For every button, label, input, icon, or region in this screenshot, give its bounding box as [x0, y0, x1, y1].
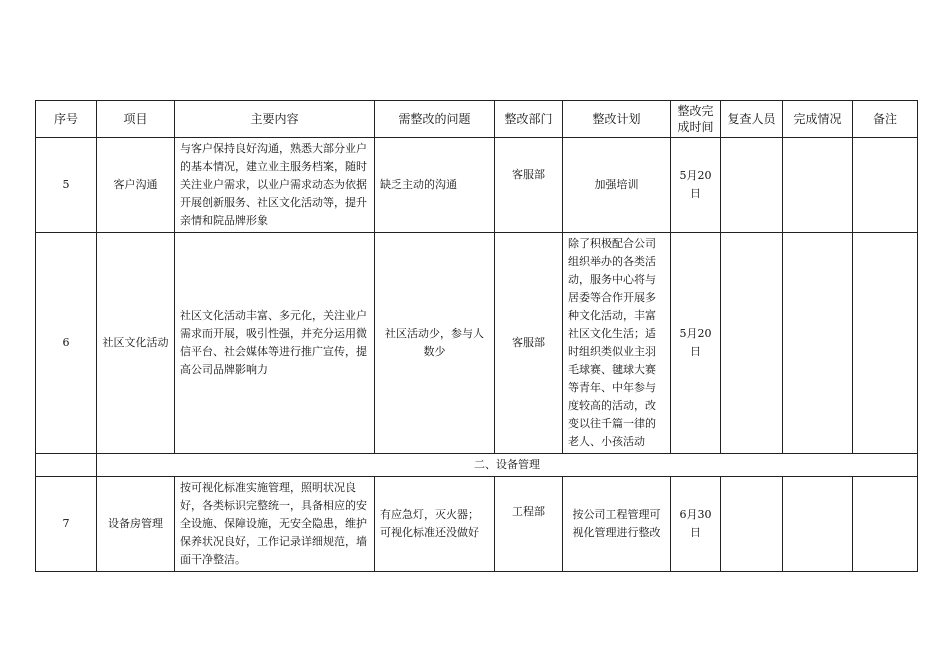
- cell-content: 按可视化标准实施管理，照明状况良好，各类标识完整统一，具备相应的安全设施、保障设施，无安全隐患，维护保养状况良好，工作记录详细规范，墙面干净整洁。: [175, 477, 375, 572]
- header-content: 主要内容: [175, 101, 375, 138]
- header-remark: 备注: [853, 101, 918, 138]
- cell-item: 设备房管理: [97, 477, 175, 572]
- table-row: [36, 477, 918, 572]
- cell-reviewer: [721, 233, 783, 454]
- cell-item: 客户沟通: [97, 138, 175, 233]
- cell-reviewer: [721, 138, 783, 233]
- header-issue: 需整改的问题: [375, 101, 495, 138]
- cell-remark: [853, 233, 918, 454]
- cell-deadline: 5月20日: [671, 233, 721, 454]
- cell-remark: [853, 138, 918, 233]
- header-seq: 序号: [36, 101, 97, 138]
- section-title: 二、设备管理: [97, 454, 918, 477]
- header-plan: 整改计划: [563, 101, 671, 138]
- cell-issue: 社区活动少，参与人数少: [375, 233, 495, 454]
- cell-plan: 按公司工程管理可视化管理进行整改: [563, 477, 671, 572]
- cell-reviewer: [721, 477, 783, 572]
- cell-item: 社区文化活动: [97, 233, 175, 454]
- table-row: [36, 138, 918, 233]
- cell-plan: 除了积极配合公司组织举办的各类活动，服务中心将与居委等合作开展多种文化活动，丰富社区文化生活；适时组织类似业主羽毛球赛、毽球大赛等青年、中年参与度较高的活动，改变以往千篇一律的老人、小孩活动: [563, 233, 671, 454]
- section-seq-cell: [36, 454, 97, 477]
- header-reviewer: 复查人员: [721, 101, 783, 138]
- cell-dept: 工程部: [495, 477, 563, 572]
- cell-seq: 5: [36, 138, 97, 233]
- cell-status: [783, 477, 853, 572]
- cell-content: 社区文化活动丰富、多元化，关注业户需求而开展，吸引性强，并充分运用微信平台、社会媒体等进行推广宣传，提高公司品牌影响力: [175, 233, 375, 454]
- header-deadline: 整改完成时间: [671, 101, 721, 138]
- header-row: [36, 101, 918, 138]
- header-status: 完成情况: [783, 101, 853, 138]
- cell-status: [783, 138, 853, 233]
- cell-plan: 加强培训: [563, 138, 671, 233]
- cell-seq: 6: [36, 233, 97, 454]
- cell-dept: 客服部: [495, 233, 563, 454]
- cell-deadline: 6月30日: [671, 477, 721, 572]
- cell-issue: 有应急灯，灭火器；可视化标准还没做好: [375, 477, 495, 572]
- cell-content: 与客户保持良好沟通，熟悉大部分业户的基本情况，建立业主服务档案，随时关注业户需求，以业户需求动态为依据开展创新服务、社区文化活动等，提升亲情和院品牌形象: [175, 138, 375, 233]
- rectification-table: [35, 100, 918, 572]
- cell-dept: 客服部: [495, 138, 563, 233]
- header-dept: 整改部门: [495, 101, 563, 138]
- cell-status: [783, 233, 853, 454]
- section-row: [36, 454, 918, 477]
- cell-remark: [853, 477, 918, 572]
- cell-seq: 7: [36, 477, 97, 572]
- header-item: 项目: [97, 101, 175, 138]
- cell-issue: 缺乏主动的沟通: [375, 138, 495, 233]
- cell-deadline: 5月20日: [671, 138, 721, 233]
- table-row: [36, 233, 918, 454]
